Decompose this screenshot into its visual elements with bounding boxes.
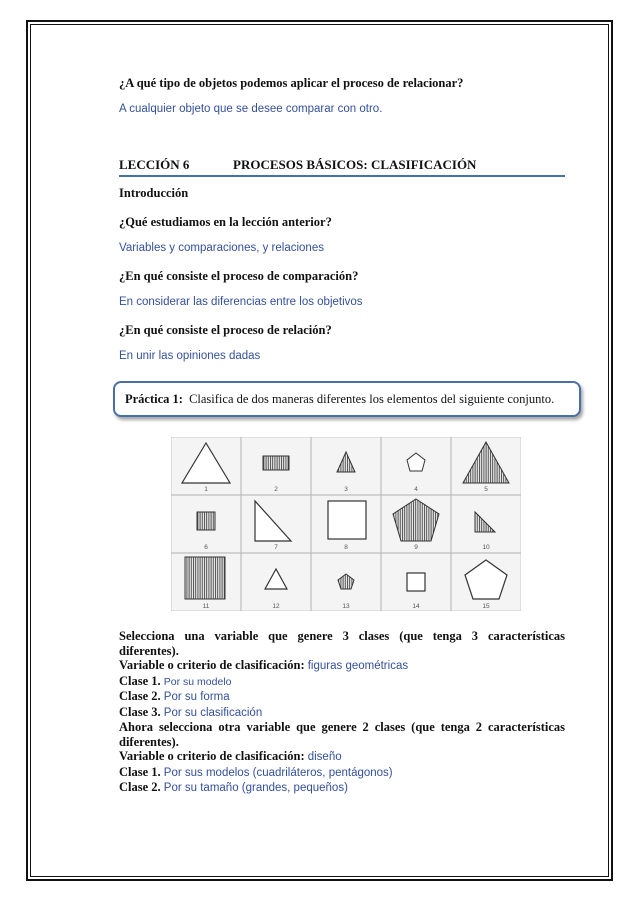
class-1b-value: Por sus modelos (cuadriláteros, pentágonos) [163, 766, 393, 779]
prompt-3-classes-end: diferentes). [119, 643, 179, 658]
question-1: ¿Qué estudiamos en la lección anterior? [119, 215, 332, 229]
variable-label-1: Variable o criterio de clasificación: [119, 658, 305, 672]
answer-3: En unir las opiniones dadas [119, 350, 261, 362]
shape-label-1: 1 [204, 486, 208, 493]
prompt-3-classes: Selecciona una variable que genere 3 clases (que tenga 3 características [119, 629, 565, 643]
variable-label-2: Variable o criterio de clasificación: [119, 749, 305, 763]
lesson-title: PROCESOS BÁSICOS: CLASIFICACIÓN [233, 157, 477, 172]
relation-question: ¿A qué tipo de objetos podemos aplicar el proceso de relacionar? [119, 76, 464, 90]
shape-label-12: 12 [272, 603, 280, 610]
variable-value-1: figuras geométricas [307, 660, 409, 672]
shape-14-small-square [407, 573, 425, 591]
shape-label-14: 14 [412, 603, 420, 610]
shape-8-large-square [328, 501, 366, 539]
class-1b-label: Clase 1. [119, 764, 161, 779]
prompt-2-classes-end: diferentes). [119, 734, 179, 749]
intro-heading: Introducción [119, 186, 189, 200]
relation-answer: A cualquier objeto que se desee comparar con otro. [119, 103, 383, 115]
answer-2: En considerar las diferencias entre los objetivos [119, 296, 363, 308]
class-2b-label: Clase 2. [119, 780, 161, 794]
shape-label-10: 10 [482, 544, 490, 551]
shapes-figure [171, 437, 521, 611]
practice-box [113, 381, 581, 417]
shape-label-13: 13 [342, 603, 350, 610]
shape-label-9: 9 [414, 544, 418, 551]
shape-label-15: 15 [482, 603, 490, 610]
shape-label-11: 11 [202, 603, 210, 610]
lesson-number: LECCIÓN 6 [119, 157, 190, 172]
shape-label-6: 6 [204, 544, 208, 551]
class-3-value: Por su clasificación [163, 706, 263, 719]
question-3: ¿En qué consiste el proceso de relación? [119, 323, 332, 337]
class-2b-value: Por su tamaño (grandes, pequeños) [163, 782, 348, 794]
heading-rule [119, 175, 565, 177]
class-1-label: Clase 1. [119, 673, 161, 688]
prompt-2-classes: Ahora selecciona otra variable que genere 2 clases (que tenga 2 características [119, 720, 565, 734]
practice-text: Clasifica de dos maneras diferentes los elementos del siguiente conjunto. [189, 392, 555, 406]
class-2-label: Clase 2. [119, 689, 161, 703]
variable-value-2: diseño [307, 751, 342, 763]
shape-label-7: 7 [274, 544, 278, 551]
shape-label-8: 8 [344, 544, 348, 551]
class-2-value: Por su forma [163, 691, 230, 703]
practice-label: Práctica 1: [125, 392, 183, 406]
shape-6-striped-square [197, 512, 215, 530]
shape-label-2: 2 [274, 486, 278, 493]
shape-label-3: 3 [344, 486, 348, 493]
class-3-label: Clase 3. [119, 704, 161, 719]
shape-label-5: 5 [484, 486, 488, 493]
shape-label-4: 4 [414, 486, 418, 493]
question-2: ¿En qué consiste el proceso de comparación? [119, 269, 359, 283]
shape-2-striped-rectangle [263, 456, 289, 470]
classification-section [119, 629, 565, 796]
shape-11-striped-square [185, 557, 225, 599]
class-1-value: Por su modelo [163, 675, 232, 688]
answer-1: Variables y comparaciones, y relaciones [119, 242, 324, 254]
